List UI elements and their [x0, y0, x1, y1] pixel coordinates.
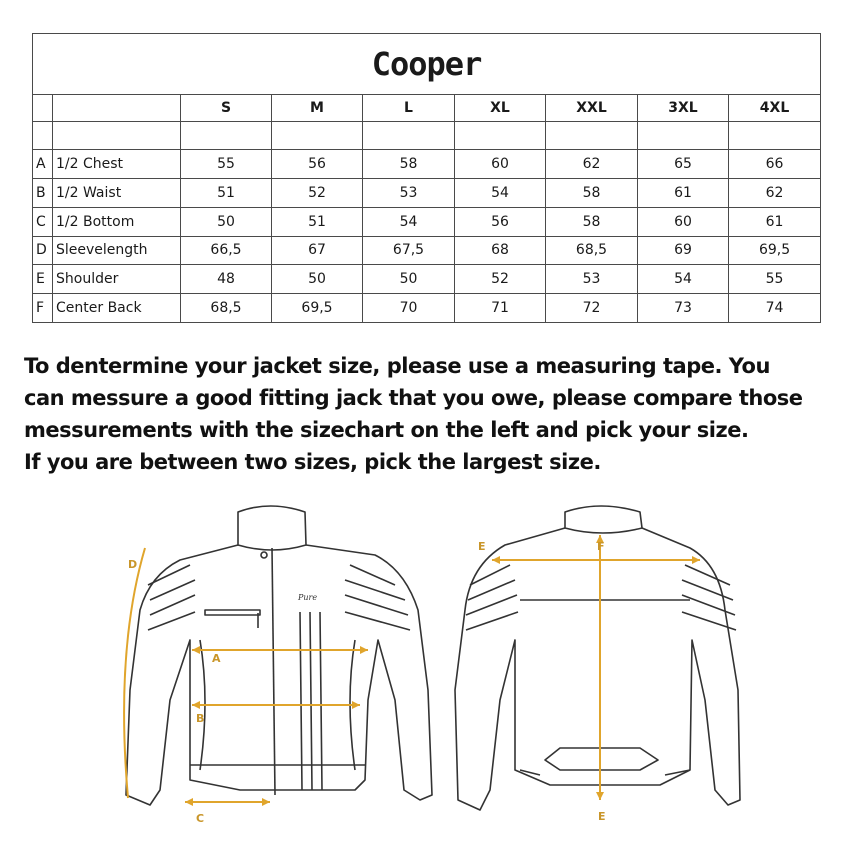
table-cell: 68	[455, 236, 546, 265]
label-d: D	[128, 558, 138, 571]
table-cell: 62	[729, 179, 821, 208]
size-header: M	[272, 94, 363, 122]
instruction-line: To dentermine your jacket size, please use a measuring tape. You	[24, 354, 770, 378]
table-cell: 56	[455, 207, 546, 236]
size-header: 3XL	[638, 94, 729, 122]
table-row	[33, 179, 821, 208]
table-cell: 69	[638, 236, 729, 265]
table-cell: 65	[638, 150, 729, 179]
measure-code: C	[33, 207, 53, 236]
measure-code: F	[33, 294, 53, 323]
table-cell: 60	[455, 150, 546, 179]
blank-row	[33, 122, 821, 150]
label-a: A	[212, 652, 221, 665]
instruction-line: messurements with the sizechart on the left and pick your size.	[24, 418, 749, 442]
table-cell: 66	[729, 150, 821, 179]
front-jacket-illustration	[126, 506, 432, 805]
instruction-line: If you are between two sizes, pick the largest size.	[24, 450, 601, 474]
label-c: C	[196, 812, 205, 825]
table-cell: 48	[181, 265, 272, 294]
size-header: XL	[455, 94, 546, 122]
table-cell: 58	[546, 179, 638, 208]
jacket-measurement-diagram	[0, 470, 850, 850]
table-cell: 62	[546, 150, 638, 179]
table-row	[33, 236, 821, 265]
svg-text:Pure: Pure	[298, 593, 318, 602]
chart-title: Cooper	[33, 34, 821, 95]
table-cell: 50	[181, 207, 272, 236]
table-cell: 55	[181, 150, 272, 179]
table-cell: 52	[455, 265, 546, 294]
instruction-line: can messure a good fitting jack that you owe, please compare those	[24, 386, 803, 410]
table-cell: 60	[638, 207, 729, 236]
size-header: L	[363, 94, 455, 122]
table-cell: 54	[455, 179, 546, 208]
table-cell: 74	[729, 294, 821, 323]
table-cell: 68,5	[546, 236, 638, 265]
measure-code: B	[33, 179, 53, 208]
size-chart-table	[32, 33, 821, 323]
table-cell: 72	[546, 294, 638, 323]
table-cell: 68,5	[181, 294, 272, 323]
size-header: S	[181, 94, 272, 122]
table-cell: 50	[363, 265, 455, 294]
table-cell: 51	[272, 207, 363, 236]
measure-code: E	[33, 265, 53, 294]
table-cell: 50	[272, 265, 363, 294]
label-f: F	[597, 540, 605, 553]
table-cell: 66,5	[181, 236, 272, 265]
front-measure-lines	[124, 548, 368, 802]
table-cell: 69,5	[729, 236, 821, 265]
table-cell: 67	[272, 236, 363, 265]
table-cell: 56	[272, 150, 363, 179]
table-cell: 53	[363, 179, 455, 208]
label-e-top: E	[478, 540, 486, 553]
label-e-bottom: E	[598, 810, 606, 823]
table-row	[33, 150, 821, 179]
table-row	[33, 265, 821, 294]
measure-label: 1/2 Waist	[53, 179, 181, 208]
table-cell: 58	[363, 150, 455, 179]
table-cell: 51	[181, 179, 272, 208]
table-cell: 54	[363, 207, 455, 236]
measure-label: Center Back	[53, 294, 181, 323]
table-cell: 58	[546, 207, 638, 236]
table-cell: 67,5	[363, 236, 455, 265]
table-row	[33, 207, 821, 236]
back-measure-lines	[492, 535, 700, 800]
table-cell: 52	[272, 179, 363, 208]
table-cell: 69,5	[272, 294, 363, 323]
label-b: B	[196, 712, 205, 725]
table-cell: 54	[638, 265, 729, 294]
measure-label: Sleevelength	[53, 236, 181, 265]
size-header: 4XL	[729, 94, 821, 122]
measure-label: 1/2 Chest	[53, 150, 181, 179]
size-header: XXL	[546, 94, 638, 122]
measure-code: D	[33, 236, 53, 265]
table-cell: 71	[455, 294, 546, 323]
size-header-row	[33, 94, 821, 122]
table-cell: 61	[729, 207, 821, 236]
instructions-text	[24, 350, 834, 478]
measure-label: 1/2 Bottom	[53, 207, 181, 236]
table-cell: 73	[638, 294, 729, 323]
table-row	[33, 294, 821, 323]
measure-code: A	[33, 150, 53, 179]
table-cell: 55	[729, 265, 821, 294]
measure-label: Shoulder	[53, 265, 181, 294]
table-cell: 70	[363, 294, 455, 323]
table-cell: 53	[546, 265, 638, 294]
table-cell: 61	[638, 179, 729, 208]
